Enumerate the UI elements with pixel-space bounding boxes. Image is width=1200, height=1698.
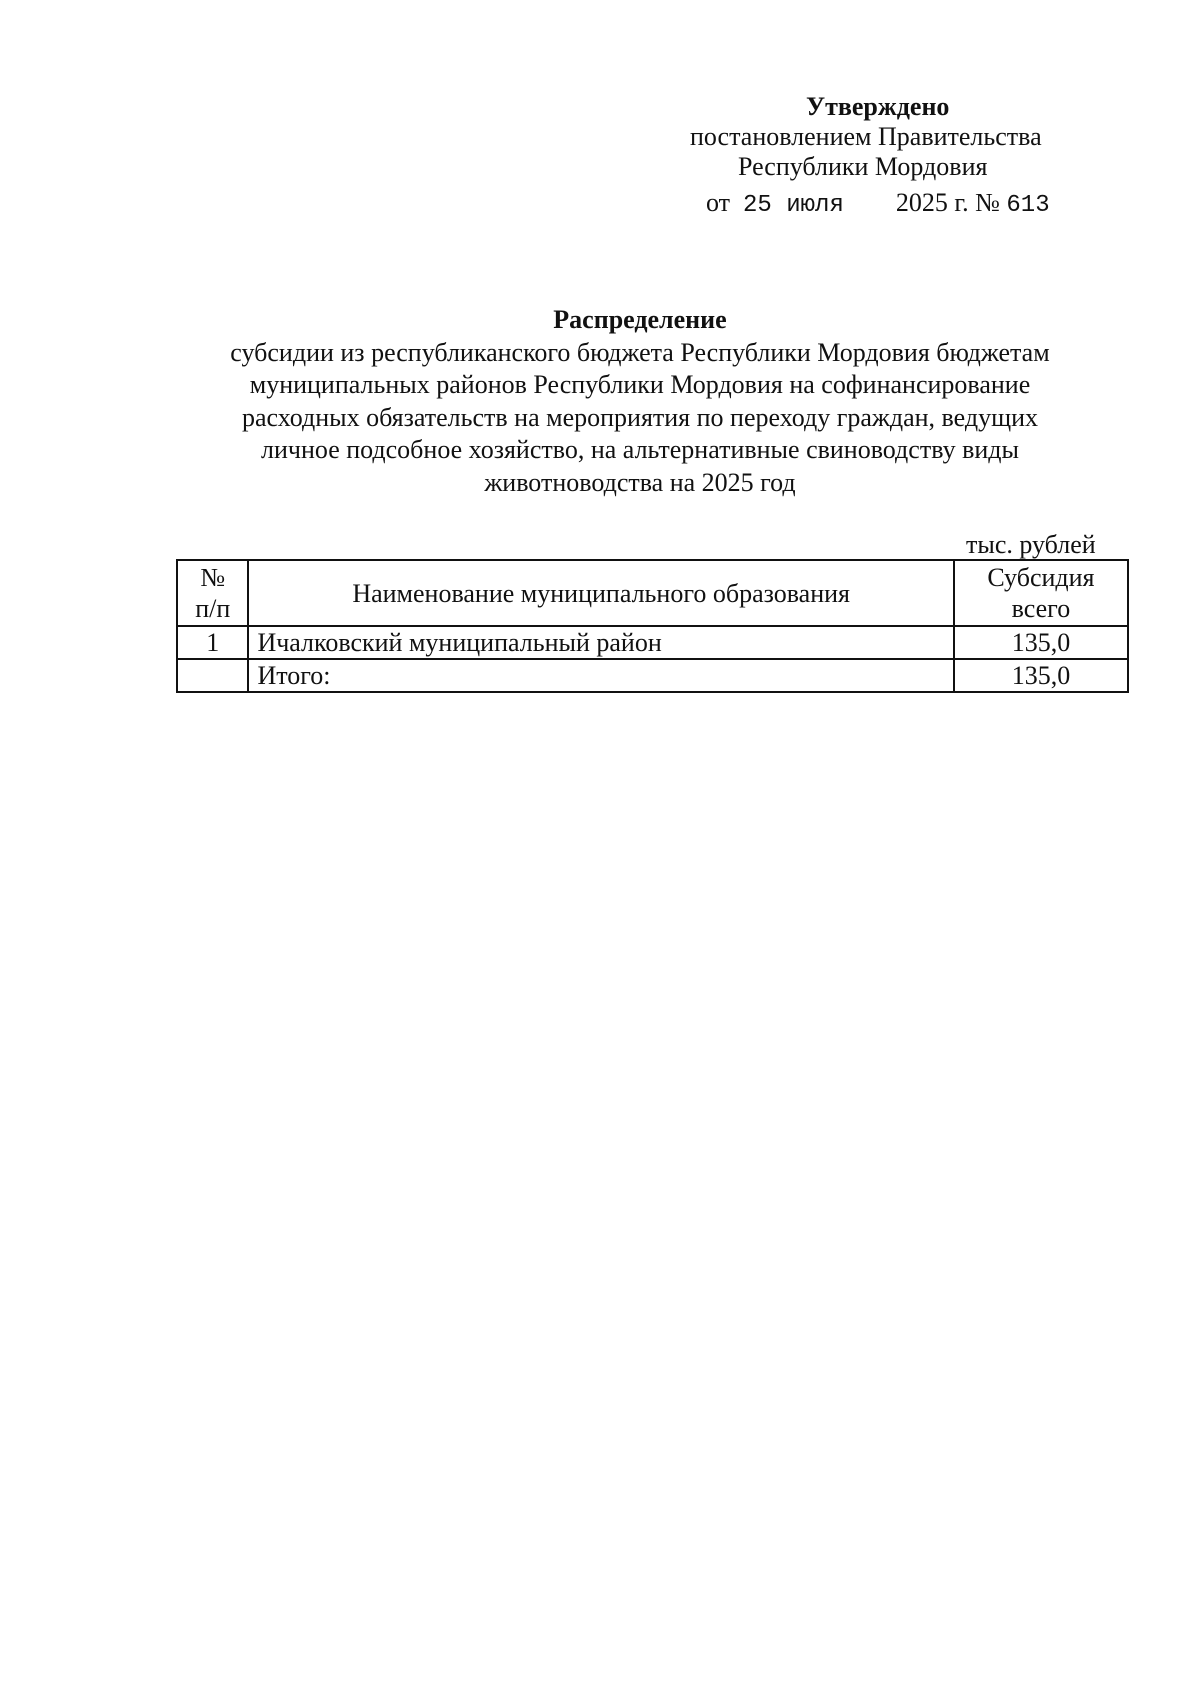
table-total-row <box>177 659 1128 692</box>
subtitle-line: расходных обязательств на мероприятия по переходу граждан, ведущих <box>241 402 1039 432</box>
approval-line-resolution: постановлением Правительства <box>690 122 1042 151</box>
row-subsidy-amount: 135,0 <box>954 626 1128 659</box>
table-header-row <box>177 560 1128 626</box>
unit-label: тыс. рублей <box>966 530 1096 559</box>
total-number-cell <box>177 659 248 692</box>
header-subsidy <box>954 560 1128 626</box>
approval-line-republic: Республики Мордовия <box>738 152 988 181</box>
document-title-block <box>160 304 1120 499</box>
approval-date-line <box>706 188 1050 221</box>
row-municipality-name: Ичалковский муниципальный район <box>248 626 953 659</box>
row-number: 1 <box>177 626 248 659</box>
date-year: 2025 г. № <box>895 188 1000 217</box>
subtitle-line: субсидии из республиканского бюджета Республики Мордовия бюджетам <box>230 337 1050 367</box>
header-name: Наименование муниципального образования <box>248 560 953 626</box>
header-number <box>177 560 248 626</box>
allocation-table <box>176 559 1129 693</box>
header-subsidy-line1: Субсидия <box>987 563 1095 592</box>
document-number: 613 <box>1006 192 1050 219</box>
date-day-month: 25 июля <box>743 192 844 219</box>
total-label: Итого: <box>248 659 953 692</box>
subtitle-line: муниципальных районов Республики Мордовия на софинансирование <box>249 370 1031 399</box>
subtitle-line: личное подсобное хозяйство, на альтернативные свиноводству виды <box>261 435 1019 464</box>
subtitle-line: животноводства на 2025 год <box>484 467 796 497</box>
date-prefix: от <box>706 188 731 217</box>
header-subsidy-line2: всего <box>1011 594 1071 623</box>
table-row <box>177 626 1128 659</box>
total-subsidy-amount: 135,0 <box>954 659 1128 692</box>
header-number-abbr: п/п <box>195 594 231 623</box>
document-title: Распределение <box>553 305 727 334</box>
header-number-symbol: № <box>200 563 226 592</box>
approval-heading: Утверждено <box>806 92 950 121</box>
